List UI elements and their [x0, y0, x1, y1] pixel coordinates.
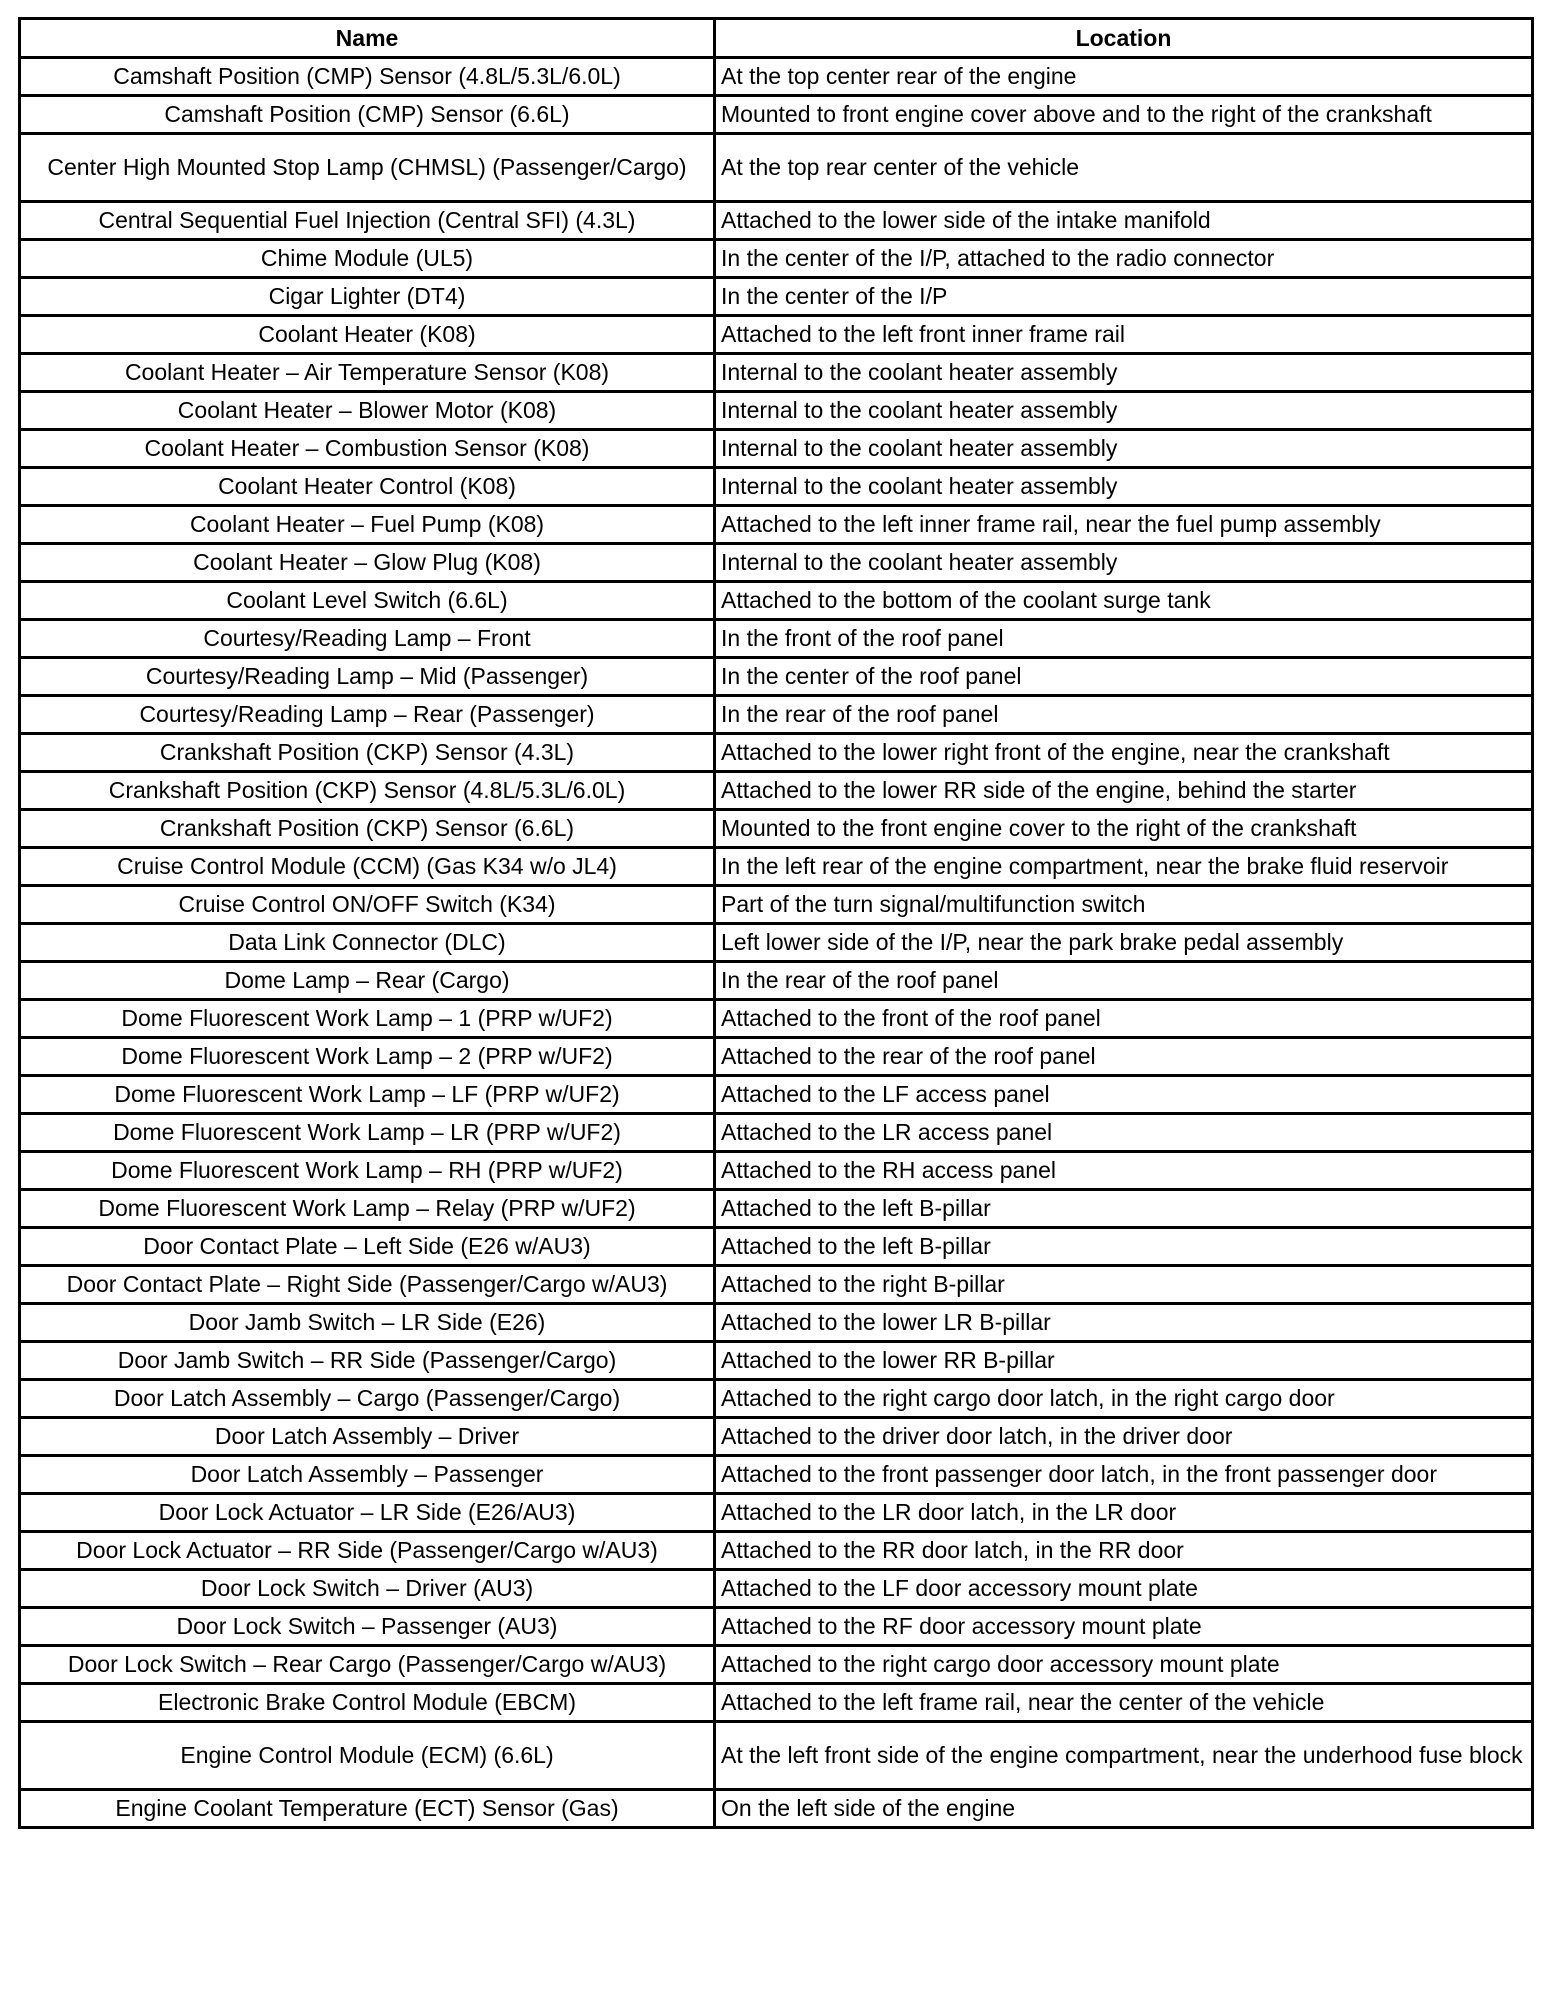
- component-name-cell: Dome Fluorescent Work Lamp – LR (PRP w/UF2): [20, 1114, 715, 1152]
- component-location-cell: Attached to the left B-pillar: [715, 1228, 1533, 1266]
- component-name-cell: Cigar Lighter (DT4): [20, 278, 715, 316]
- component-name-cell: Dome Fluorescent Work Lamp – RH (PRP w/UF2): [20, 1152, 715, 1190]
- component-location-cell: Attached to the right cargo door latch, in the right cargo door: [715, 1380, 1533, 1418]
- column-header-location: Location: [715, 19, 1533, 58]
- component-location-cell: Attached to the left front inner frame rail: [715, 316, 1533, 354]
- component-name-cell: Cruise Control Module (CCM) (Gas K34 w/o JL4): [20, 848, 715, 886]
- table-row: [20, 924, 1533, 962]
- table-row: [20, 1722, 1533, 1790]
- table-row: [20, 1418, 1533, 1456]
- header-row: [20, 19, 1533, 58]
- component-location-cell: Attached to the RH access panel: [715, 1152, 1533, 1190]
- component-location-cell: Internal to the coolant heater assembly: [715, 392, 1533, 430]
- component-location-cell: Attached to the lower LR B-pillar: [715, 1304, 1533, 1342]
- component-location-cell: Attached to the bottom of the coolant surge tank: [715, 582, 1533, 620]
- component-name-cell: Courtesy/Reading Lamp – Front: [20, 620, 715, 658]
- component-name-cell: Chime Module (UL5): [20, 240, 715, 278]
- component-name-cell: Coolant Heater – Glow Plug (K08): [20, 544, 715, 582]
- component-name-cell: Door Lock Switch – Rear Cargo (Passenger/Cargo w/AU3): [20, 1646, 715, 1684]
- component-name-cell: Courtesy/Reading Lamp – Rear (Passenger): [20, 696, 715, 734]
- table-row: [20, 240, 1533, 278]
- component-location-cell: Attached to the lower right front of the engine, near the crankshaft: [715, 734, 1533, 772]
- table-row: [20, 1494, 1533, 1532]
- component-name-cell: Dome Fluorescent Work Lamp – Relay (PRP w/UF2): [20, 1190, 715, 1228]
- component-name-cell: Door Latch Assembly – Driver: [20, 1418, 715, 1456]
- component-name-cell: Cruise Control ON/OFF Switch (K34): [20, 886, 715, 924]
- table-row: [20, 1684, 1533, 1722]
- table-row: [20, 1342, 1533, 1380]
- component-locator-table: [18, 17, 1534, 1829]
- component-location-cell: On the left side of the engine: [715, 1790, 1533, 1828]
- table-row: [20, 1608, 1533, 1646]
- component-location-cell: Attached to the left frame rail, near the center of the vehicle: [715, 1684, 1533, 1722]
- component-location-cell: Attached to the RF door accessory mount plate: [715, 1608, 1533, 1646]
- column-header-name: Name: [20, 19, 715, 58]
- table-row: [20, 1380, 1533, 1418]
- component-name-cell: Coolant Heater – Fuel Pump (K08): [20, 506, 715, 544]
- component-name-cell: Coolant Heater Control (K08): [20, 468, 715, 506]
- component-location-cell: In the left rear of the engine compartment, near the brake fluid reservoir: [715, 848, 1533, 886]
- table-row: [20, 810, 1533, 848]
- component-location-cell: At the left front side of the engine compartment, near the underhood fuse block: [715, 1722, 1533, 1790]
- component-name-cell: Center High Mounted Stop Lamp (CHMSL) (Passenger/Cargo): [20, 134, 715, 202]
- table-row: [20, 96, 1533, 134]
- table-row: [20, 734, 1533, 772]
- component-name-cell: Central Sequential Fuel Injection (Central SFI) (4.3L): [20, 202, 715, 240]
- table-row: [20, 134, 1533, 202]
- component-name-cell: Dome Fluorescent Work Lamp – LF (PRP w/UF2): [20, 1076, 715, 1114]
- component-location-cell: Attached to the lower side of the intake manifold: [715, 202, 1533, 240]
- component-name-cell: Door Jamb Switch – RR Side (Passenger/Cargo): [20, 1342, 715, 1380]
- table-row: [20, 886, 1533, 924]
- table-row: [20, 1532, 1533, 1570]
- table-row: [20, 1076, 1533, 1114]
- component-name-cell: Engine Control Module (ECM) (6.6L): [20, 1722, 715, 1790]
- table-row: [20, 1304, 1533, 1342]
- table-row: [20, 1456, 1533, 1494]
- component-name-cell: Coolant Heater – Air Temperature Sensor (K08): [20, 354, 715, 392]
- component-name-cell: Coolant Heater (K08): [20, 316, 715, 354]
- table-row: [20, 696, 1533, 734]
- component-name-cell: Coolant Heater – Combustion Sensor (K08): [20, 430, 715, 468]
- component-name-cell: Engine Coolant Temperature (ECT) Sensor (Gas): [20, 1790, 715, 1828]
- table-row: [20, 1038, 1533, 1076]
- component-name-cell: Camshaft Position (CMP) Sensor (6.6L): [20, 96, 715, 134]
- component-location-cell: Attached to the LF door accessory mount plate: [715, 1570, 1533, 1608]
- component-location-cell: Internal to the coolant heater assembly: [715, 430, 1533, 468]
- table-row: [20, 772, 1533, 810]
- component-name-cell: Coolant Heater – Blower Motor (K08): [20, 392, 715, 430]
- component-location-cell: Attached to the lower RR B-pillar: [715, 1342, 1533, 1380]
- component-name-cell: Door Contact Plate – Left Side (E26 w/AU3): [20, 1228, 715, 1266]
- component-name-cell: Electronic Brake Control Module (EBCM): [20, 1684, 715, 1722]
- table-row: [20, 1266, 1533, 1304]
- component-location-cell: Attached to the right cargo door accessory mount plate: [715, 1646, 1533, 1684]
- table-row: [20, 544, 1533, 582]
- table-row: [20, 1114, 1533, 1152]
- table-row: [20, 468, 1533, 506]
- component-name-cell: Crankshaft Position (CKP) Sensor (6.6L): [20, 810, 715, 848]
- table-row: [20, 316, 1533, 354]
- component-location-cell: Attached to the right B-pillar: [715, 1266, 1533, 1304]
- component-location-cell: Attached to the front passenger door latch, in the front passenger door: [715, 1456, 1533, 1494]
- component-name-cell: Coolant Level Switch (6.6L): [20, 582, 715, 620]
- component-name-cell: Door Jamb Switch – LR Side (E26): [20, 1304, 715, 1342]
- component-location-cell: Attached to the front of the roof panel: [715, 1000, 1533, 1038]
- table-row: [20, 1152, 1533, 1190]
- component-location-cell: Internal to the coolant heater assembly: [715, 544, 1533, 582]
- component-name-cell: Door Lock Actuator – LR Side (E26/AU3): [20, 1494, 715, 1532]
- table-row: [20, 354, 1533, 392]
- table-row: [20, 58, 1533, 96]
- component-location-cell: Attached to the LF access panel: [715, 1076, 1533, 1114]
- component-location-cell: Mounted to front engine cover above and to the right of the crankshaft: [715, 96, 1533, 134]
- table-row: [20, 392, 1533, 430]
- component-name-cell: Dome Fluorescent Work Lamp – 1 (PRP w/UF2): [20, 1000, 715, 1038]
- component-location-cell: In the center of the I/P, attached to the radio connector: [715, 240, 1533, 278]
- table-row: [20, 1646, 1533, 1684]
- component-name-cell: Door Lock Switch – Passenger (AU3): [20, 1608, 715, 1646]
- table-row: [20, 620, 1533, 658]
- component-location-cell: At the top rear center of the vehicle: [715, 134, 1533, 202]
- component-location-cell: Internal to the coolant heater assembly: [715, 354, 1533, 392]
- table-row: [20, 1228, 1533, 1266]
- table-row: [20, 582, 1533, 620]
- component-name-cell: Door Latch Assembly – Passenger: [20, 1456, 715, 1494]
- component-location-cell: In the front of the roof panel: [715, 620, 1533, 658]
- component-location-cell: Attached to the lower RR side of the engine, behind the starter: [715, 772, 1533, 810]
- table-row: [20, 1000, 1533, 1038]
- component-location-cell: At the top center rear of the engine: [715, 58, 1533, 96]
- component-name-cell: Crankshaft Position (CKP) Sensor (4.8L/5.3L/6.0L): [20, 772, 715, 810]
- component-location-cell: Left lower side of the I/P, near the park brake pedal assembly: [715, 924, 1533, 962]
- component-name-cell: Camshaft Position (CMP) Sensor (4.8L/5.3L/6.0L): [20, 58, 715, 96]
- component-name-cell: Data Link Connector (DLC): [20, 924, 715, 962]
- component-location-cell: In the rear of the roof panel: [715, 696, 1533, 734]
- component-location-cell: Attached to the left inner frame rail, near the fuel pump assembly: [715, 506, 1533, 544]
- component-location-cell: Internal to the coolant heater assembly: [715, 468, 1533, 506]
- table-body: [20, 58, 1533, 1828]
- component-location-cell: Mounted to the front engine cover to the right of the crankshaft: [715, 810, 1533, 848]
- table-row: [20, 962, 1533, 1000]
- component-name-cell: Dome Fluorescent Work Lamp – 2 (PRP w/UF2): [20, 1038, 715, 1076]
- component-name-cell: Door Contact Plate – Right Side (Passenger/Cargo w/AU3): [20, 1266, 715, 1304]
- component-location-cell: Attached to the driver door latch, in the driver door: [715, 1418, 1533, 1456]
- table-row: [20, 848, 1533, 886]
- table-row: [20, 1190, 1533, 1228]
- component-location-cell: Part of the turn signal/multifunction switch: [715, 886, 1533, 924]
- component-name-cell: Door Lock Actuator – RR Side (Passenger/Cargo w/AU3): [20, 1532, 715, 1570]
- component-name-cell: Dome Lamp – Rear (Cargo): [20, 962, 715, 1000]
- table-row: [20, 506, 1533, 544]
- component-location-cell: Attached to the left B-pillar: [715, 1190, 1533, 1228]
- component-location-cell: In the rear of the roof panel: [715, 962, 1533, 1000]
- component-location-cell: Attached to the LR door latch, in the LR door: [715, 1494, 1533, 1532]
- table-row: [20, 1790, 1533, 1828]
- component-location-cell: In the center of the I/P: [715, 278, 1533, 316]
- table-row: [20, 278, 1533, 316]
- component-location-cell: Attached to the LR access panel: [715, 1114, 1533, 1152]
- table-row: [20, 658, 1533, 696]
- table-row: [20, 1570, 1533, 1608]
- component-name-cell: Courtesy/Reading Lamp – Mid (Passenger): [20, 658, 715, 696]
- component-location-cell: In the center of the roof panel: [715, 658, 1533, 696]
- component-location-cell: Attached to the RR door latch, in the RR door: [715, 1532, 1533, 1570]
- component-name-cell: Door Latch Assembly – Cargo (Passenger/Cargo): [20, 1380, 715, 1418]
- component-name-cell: Crankshaft Position (CKP) Sensor (4.3L): [20, 734, 715, 772]
- component-name-cell: Door Lock Switch – Driver (AU3): [20, 1570, 715, 1608]
- table-row: [20, 202, 1533, 240]
- component-location-cell: Attached to the rear of the roof panel: [715, 1038, 1533, 1076]
- table-row: [20, 430, 1533, 468]
